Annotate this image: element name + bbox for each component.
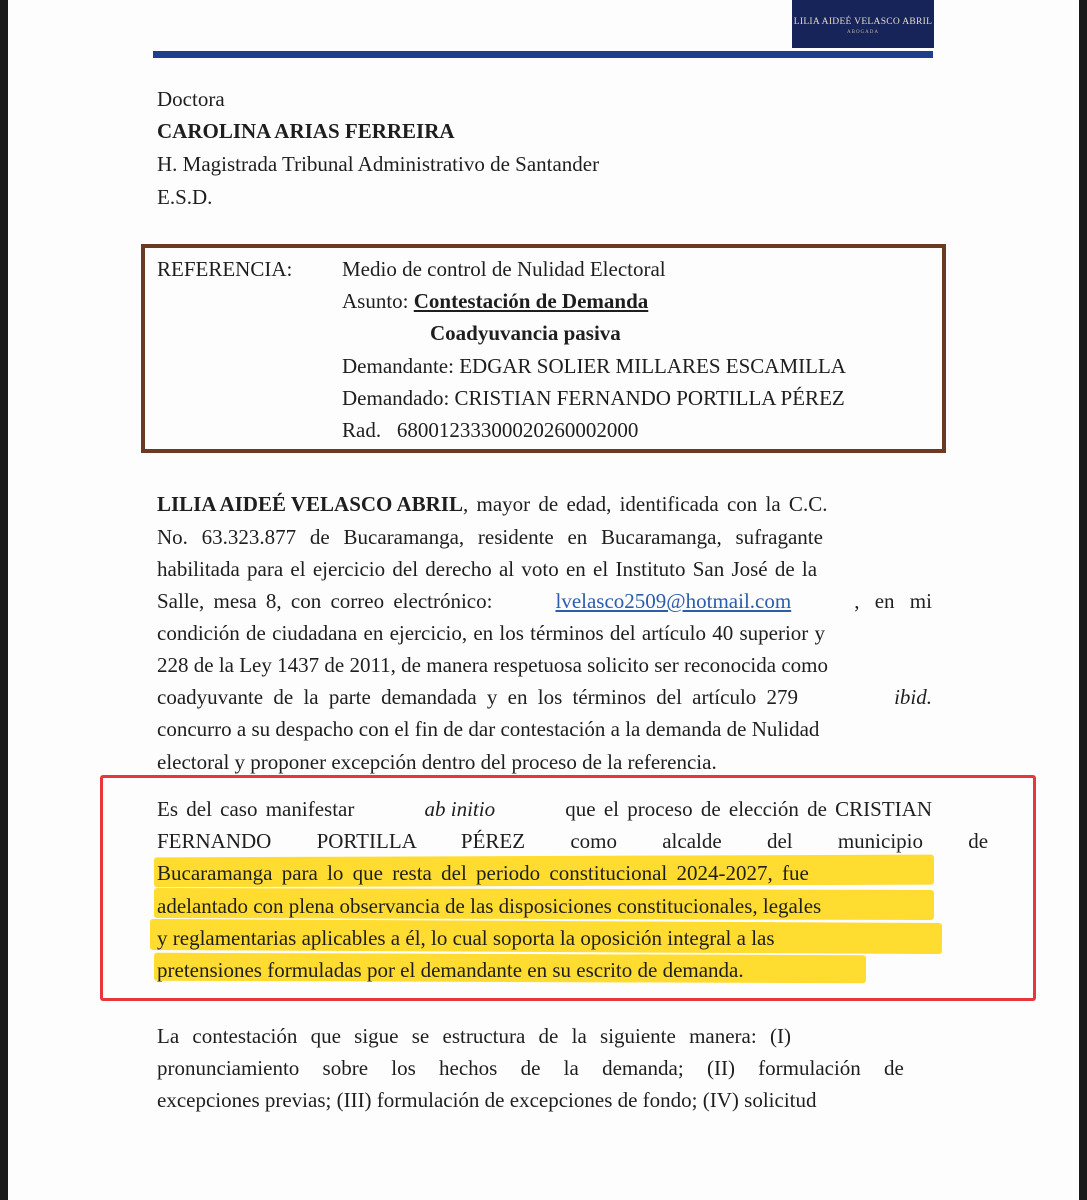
addressee-name: CAROLINA ARIAS FERREIRA <box>157 119 455 143</box>
reference-label: REFERENCIA: <box>157 257 293 281</box>
reference-medio: Medio de control de Nulidad Electoral <box>342 257 666 281</box>
left-edge <box>0 0 8 1200</box>
logo-name: LILIA AIDEÉ VELASCO ABRIL <box>793 17 933 27</box>
p3-line-2-text: pronunciamiento sobre los hechos de la demanda; (II) formulación de <box>157 1056 904 1080</box>
p2-line-1-a: Es del caso manifestar <box>157 797 355 821</box>
p1-line-6 <box>157 649 932 681</box>
p1-line-4-a: Salle, mesa 8, con correo electrónico: <box>157 589 493 613</box>
p1-line-2-text: No. 63.323.877 de Bucaramanga, residente en Bucaramanga, sufragante <box>157 525 823 549</box>
p1-line-4 <box>157 585 932 617</box>
p2-line-3-text: Bucaramanga para lo que resta del periodo constitucional 2024-2027, fue <box>157 861 809 885</box>
p1-ibid: ibid. <box>894 685 932 709</box>
p1-line-1 <box>157 488 827 520</box>
rad-label: Rad. <box>342 418 382 442</box>
reference-demandante: Demandante: EDGAR SOLIER MILLARES ESCAMILLA <box>342 354 846 378</box>
p1-line-9: electoral y proponer excepción dentro del proceso de la referencia. <box>157 750 717 774</box>
p3-line-1 <box>157 1020 932 1052</box>
p2-line-5-text: y reglamentarias aplicables a él, lo cual soporta la oposición integral a las <box>157 926 775 950</box>
p1-line-5-text: condición de ciudadana en ejercicio, en los términos del artículo 40 superior y <box>157 621 826 645</box>
p1-line-7 <box>157 681 932 713</box>
asunto-value: Contestación de Demanda <box>413 289 649 313</box>
reference-rad <box>342 414 638 446</box>
p1-line-4-b: , en mi <box>854 589 932 613</box>
salutation: Doctora <box>157 87 225 111</box>
p1-line-3 <box>157 553 932 585</box>
header-rule <box>153 51 933 58</box>
reference-asunto <box>342 285 648 317</box>
addressee-position: H. Magistrada Tribunal Administrativo de Santander <box>157 152 600 176</box>
p1-line-2 <box>157 521 932 553</box>
p2-line-1-b: que el proceso de elección de CRISTIAN <box>565 797 932 821</box>
p2-line-6: pretensiones formuladas por el demandante en su escrito de demanda. <box>157 958 744 982</box>
logo-subtitle: ABOGADA <box>847 30 879 35</box>
p3-line-1-text: La contestación que sigue se estructura de la siguiente manera: (I) <box>157 1024 791 1048</box>
p2-line-4-text: adelantado con plena observancia de las disposiciones constitucionales, legales <box>157 894 822 918</box>
right-edge <box>1079 0 1087 1200</box>
p2-ab-initio: ab initio <box>424 797 496 821</box>
annotation-box <box>100 775 1036 1001</box>
p3-line-3-text: excepciones previas; (III) formulación de excepciones de fondo; (IV) solicitud <box>157 1088 817 1112</box>
asunto-label: Asunto: <box>342 289 409 313</box>
rad-value: 68001233300020260002000 <box>396 418 639 442</box>
p3-line-2 <box>157 1052 932 1084</box>
asunto-value-2: Coadyuvancia pasiva <box>430 321 621 345</box>
p1-line-5 <box>157 617 932 649</box>
p1-line-7-a: coadyuvante de la parte demandada y en los términos del artículo 279 <box>157 685 799 709</box>
email-link[interactable]: lvelasco2509@hotmail.com <box>555 589 792 613</box>
p2-line-2-text: FERNANDO PORTILLA PÉREZ como alcalde del municipio de <box>157 829 989 853</box>
p1-line-3-text: habilitada para el ejercicio del derecho al voto en el Instituto San José de la <box>157 557 818 581</box>
addressee-esd: E.S.D. <box>157 185 213 209</box>
letterhead-logo <box>792 0 934 48</box>
p1-line-6-text: 228 de la Ley 1437 de 2011, de manera respetuosa solicito ser reconocida como <box>157 653 828 677</box>
p1-line-8-text: concurro a su despacho con el fin de dar contestación a la demanda de Nulidad <box>157 717 820 741</box>
p1-line-8 <box>157 713 932 745</box>
p1-line-1-rest: , mayor de edad, identificada con la C.C. <box>462 492 828 516</box>
reference-demandado: Demandado: CRISTIAN FERNANDO PORTILLA PÉREZ <box>342 386 845 410</box>
p3-line-3 <box>157 1084 932 1116</box>
p1-name: LILIA AIDEÉ VELASCO ABRIL <box>157 492 463 516</box>
